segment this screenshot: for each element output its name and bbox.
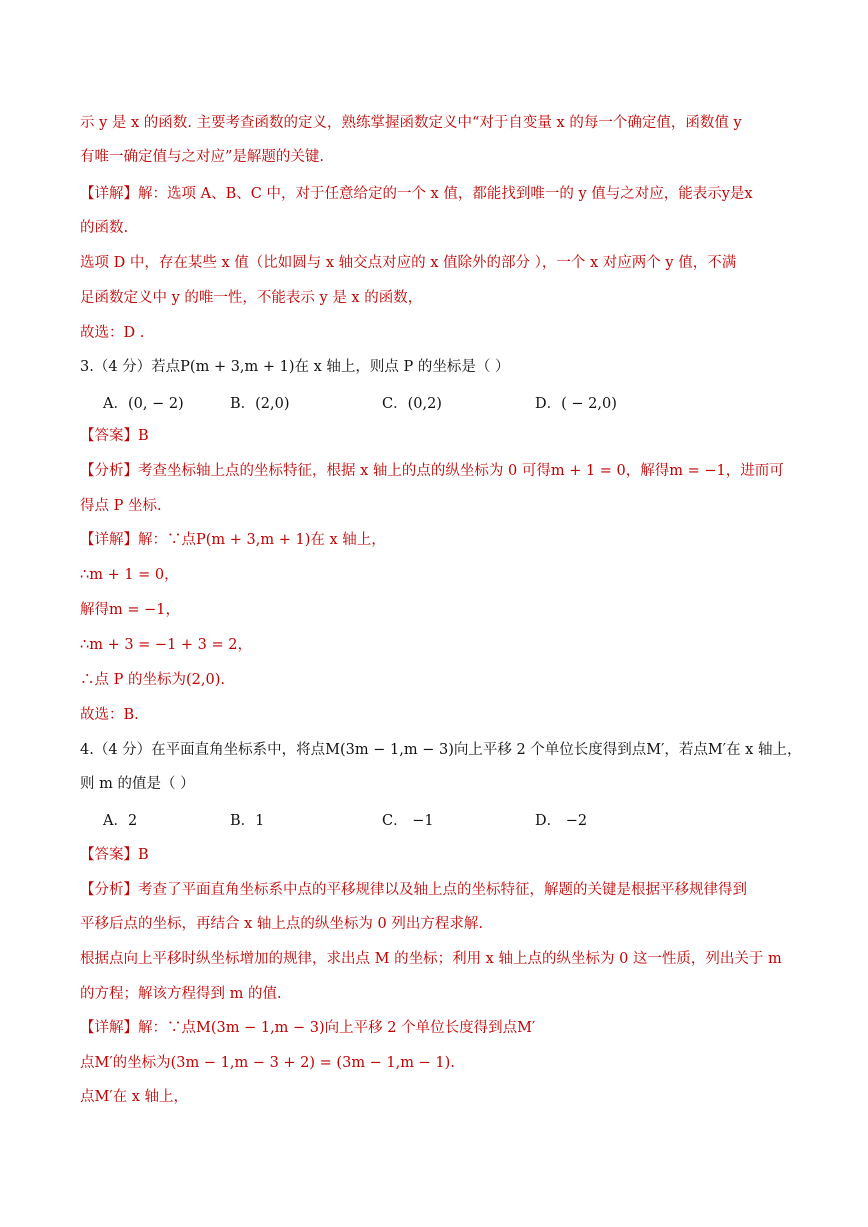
q3-detail: 故选：B. [80,707,139,723]
q4-answer: 【答案】B [80,847,149,863]
q3-detail: ∴m + 1 = 0， [80,567,179,583]
question-3: 3.（4 分）若点P(m + 3,m + 1)在 x 轴上，则点 P 的坐标是（ ） [80,359,510,375]
text-line: 选项 D 中，存在某些 x 值（比如圆与 x 轴交点对应的 x 值除外的部分 ），一个 x 对应两个 y 值，不满 [80,255,737,271]
q3-option-c: C．(0,2) [382,396,442,412]
answer-choice-line: 故选：D . [80,325,145,341]
q4-detail: 点M′的坐标为(3m − 1,m − 3 + 2) = (3m − 1,m − 1). [80,1055,455,1071]
q4-analysis: 根据点向上平移时纵坐标增加的规律，求出点 M 的坐标；利用 x 轴上点的纵坐标为 0 这一性质，列出关于 m [80,951,782,967]
detail-line: 【详解】解：选项 A、B、C 中，对于任意给定的一个 x 值，都能找到唯一的 y 值与之对应，能表示y是x [80,186,753,202]
text-line: 足函数定义中 y 的唯一性，不能表示 y 是 x 的函数， [80,290,423,306]
q3-option-a: A．(0, − 2) [103,396,184,412]
q3-detail: 解得m = −1， [80,602,180,618]
q4-option-c: C． −1 [382,813,434,829]
q4-option-d: D． −2 [535,813,588,829]
q3-detail: ∴点 P 的坐标为(2,0). [80,672,225,688]
q4-analysis: 的方程；解该方程得到 m 的值. [80,986,282,1002]
q3-option-b: B．(2,0) [230,396,290,412]
q3-option-d: D．( − 2,0) [535,396,617,412]
q3-detail: 【详解】解：∵点P(m + 3,m + 1)在 x 轴上， [80,532,386,548]
q4-detail: 点M′在 x 轴上， [80,1089,189,1105]
q3-analysis: 【分析】考查坐标轴上点的坐标特征，根据 x 轴上的点的纵坐标为 0 可得m + 1 = 0，解得m = −1，进而可 [80,463,784,479]
q3-answer: 【答案】B [80,428,149,444]
text-line: 有唯一确定值与之对应”是解题的关键. [80,149,325,165]
question-4: 则 m 的值是（ ） [80,776,195,792]
q4-option-b: B．1 [230,813,265,829]
text-line: 的函数. [80,220,129,236]
q3-detail: ∴m + 3 = −1 + 3 = 2， [80,637,252,653]
q4-analysis: 【分析】考查了平面直角坐标系中点的平移规律以及轴上点的坐标特征，解题的关键是根据平移规律得到 [80,882,747,898]
q4-analysis: 平移后点的坐标，再结合 x 轴上点的纵坐标为 0 列出方程求解. [80,916,483,932]
q4-detail: 【详解】解：∵点M(3m − 1,m − 3)向上平移 2 个单位长度得到点M′ [80,1020,536,1036]
text-line: 示 y 是 x 的函数. 主要考查函数的定义，熟练掌握函数定义中“对于自变量 x 的每一个确定值，函数值 y [80,115,742,131]
question-4: 4.（4 分）在平面直角坐标系中，将点M(3m − 1,m − 3)向上平移 2 个单位长度得到点M′，若点M′在 x 轴上， [80,742,802,758]
q4-option-a: A．2 [103,813,138,829]
q3-analysis: 得点 P 坐标. [80,498,162,514]
